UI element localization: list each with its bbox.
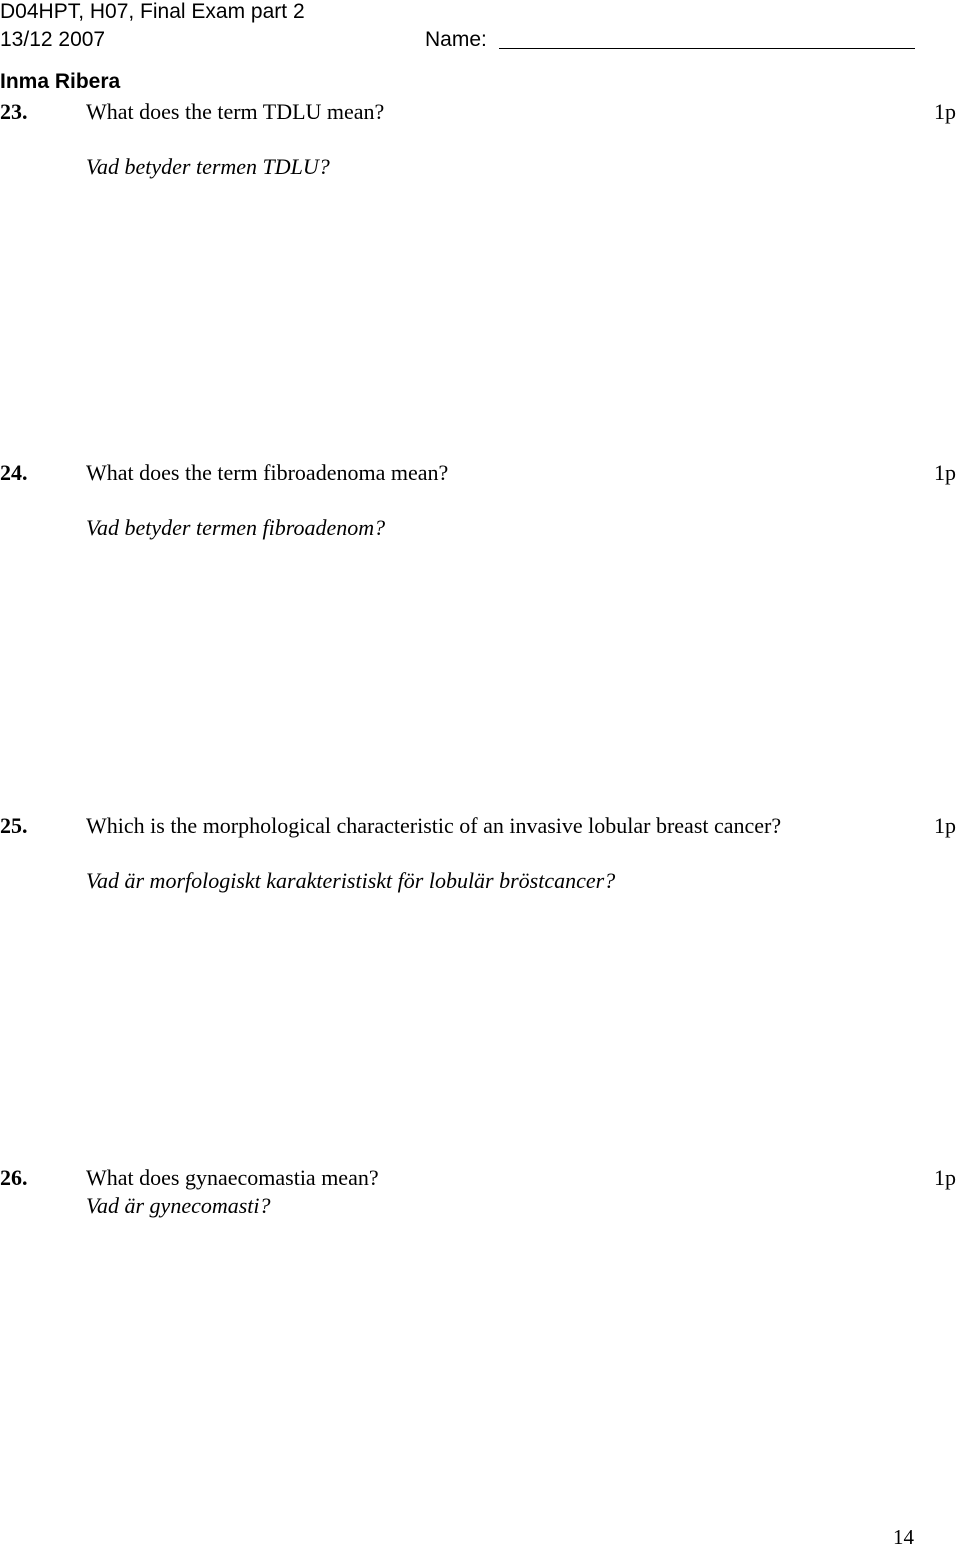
question-text-english: What does the term fibroadenoma mean? xyxy=(86,460,449,485)
course-title: D04HPT, H07, Final Exam part 2 xyxy=(0,0,305,23)
name-field[interactable] xyxy=(499,48,915,49)
question-number: 26. xyxy=(0,1165,28,1190)
question-text-swedish: Vad är morfologiskt karakteristiskt för lobulär bröstcancer? xyxy=(86,868,616,893)
question-points: 1p xyxy=(934,99,956,124)
question-number: 23. xyxy=(0,99,28,124)
name-label: Name: xyxy=(425,28,487,51)
author-name: Inma Ribera xyxy=(0,70,121,93)
question-text-swedish: Vad betyder termen fibroadenom? xyxy=(86,515,386,540)
question-points: 1p xyxy=(934,813,956,838)
question-number: 24. xyxy=(0,460,28,485)
question-text-swedish: Vad är gynecomasti? xyxy=(86,1193,271,1218)
page-number: 14 xyxy=(893,1525,914,1549)
question-points: 1p xyxy=(934,1165,956,1190)
question-text-english: What does the term TDLU mean? xyxy=(86,99,385,124)
question-text-english: What does gynaecomastia mean? xyxy=(86,1165,379,1190)
question-text-english: Which is the morphological characteristic of an invasive lobular breast cancer? xyxy=(86,813,782,838)
question-number: 25. xyxy=(0,813,28,838)
exam-date: 13/12 2007 xyxy=(0,28,106,51)
question-text-swedish: Vad betyder termen TDLU? xyxy=(86,154,330,179)
question-points: 1p xyxy=(934,460,956,485)
